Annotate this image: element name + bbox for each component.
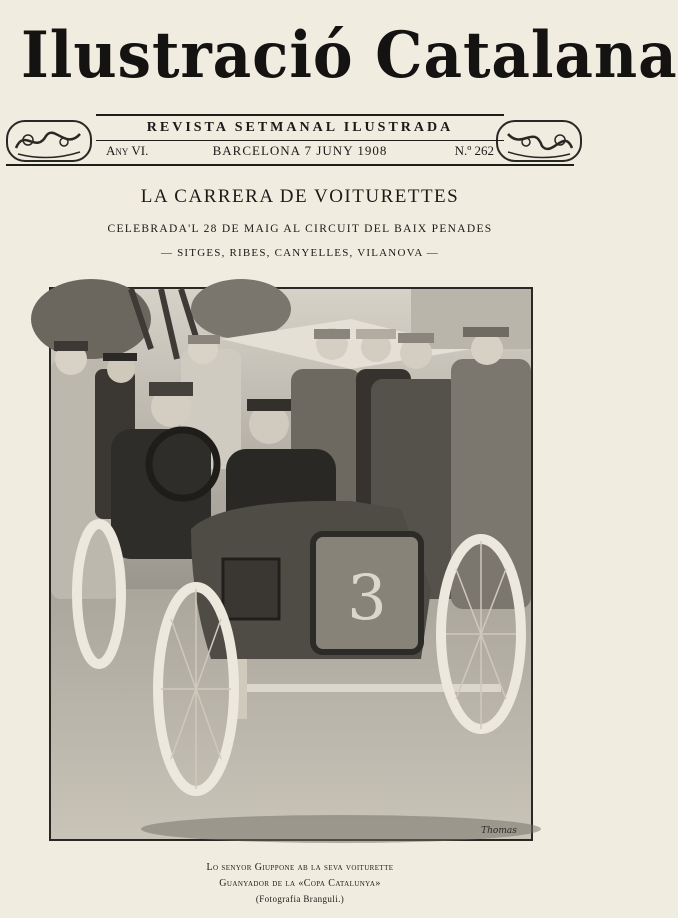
photograph-illustration — [51, 289, 531, 839]
photo-caption-line2: Guanyador de la «Copa Catalunya» — [219, 878, 381, 889]
masthead-title: Ilustració Catalana — [21, 18, 678, 93]
article-places: — SITGES, RIBES, CANYELLES, VILANOVA — — [160, 247, 440, 259]
masthead-subtitle: REVISTA SETMANAL ILUSTRADA — [96, 114, 504, 141]
masthead — [0, 6, 678, 106]
left-ornament-icon — [6, 120, 92, 162]
masthead-rule — [6, 164, 574, 166]
photo-credit: (Fotografia Branguli.) — [255, 894, 345, 904]
issue-date: BARCELONA 7 JUNY 1908 — [212, 143, 388, 158]
photo-caption-line1: Lo senyor Giuppone ab la seva voiturette — [206, 862, 394, 873]
car-number: 3 — [347, 561, 387, 634]
article-subhead: CELEBRADA'L 28 DE MAIG AL CIRCUIT DEL BAIX PENADES — [107, 223, 493, 235]
photographer-signature: Thomas — [481, 826, 517, 836]
issue-line — [96, 140, 504, 162]
right-ornament-icon — [496, 120, 582, 162]
race-photograph — [49, 287, 533, 841]
article-headline: LA CARRERA DE VOITURETTES — [140, 186, 460, 207]
issue-number: N.º 262 — [454, 143, 494, 158]
volume-label: Any VI. — [106, 143, 149, 158]
